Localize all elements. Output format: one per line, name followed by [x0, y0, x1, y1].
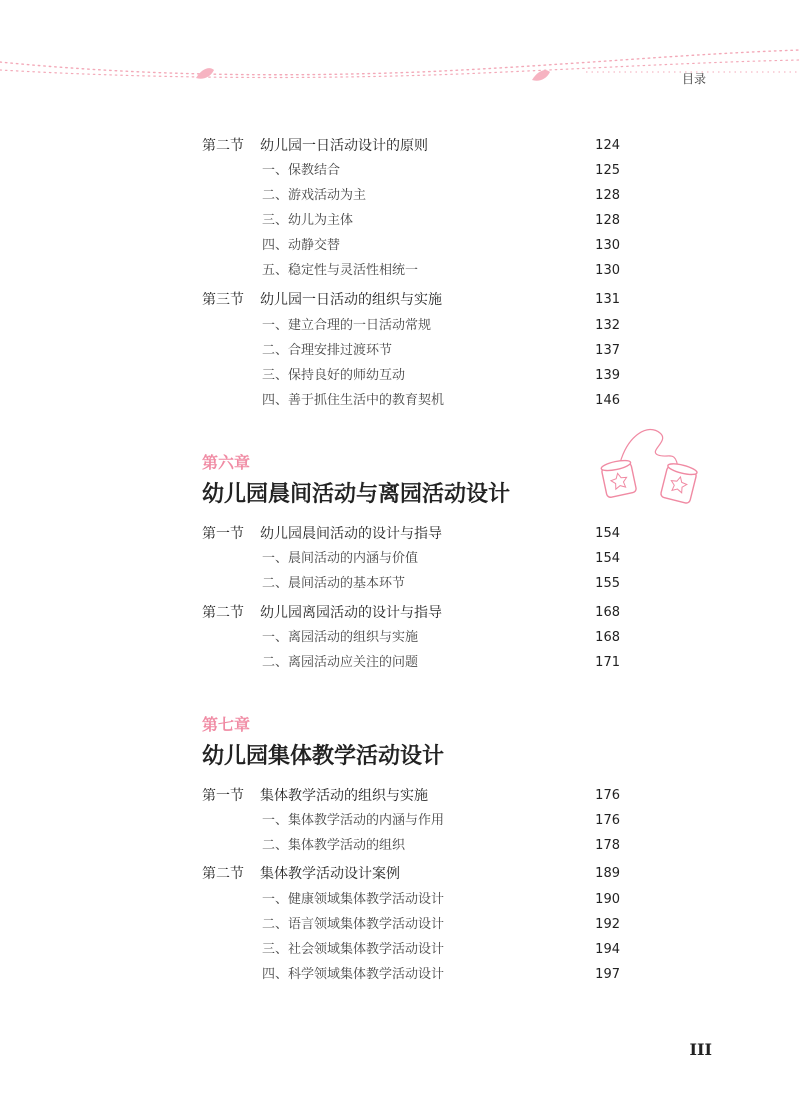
toc-section-row: [0, 289, 800, 311]
page-number: 137: [595, 343, 620, 358]
subsection-title: 一、晨间活动的内涵与价值: [262, 551, 419, 566]
page-number: 132: [595, 318, 620, 333]
toc-subsection-row: [0, 652, 800, 674]
toc-subsection-row: [0, 185, 800, 207]
toc-subsection-row: [0, 914, 800, 936]
page-number: 194: [595, 942, 620, 957]
subsection-title: 五、稳定性与灵活性相统一: [262, 263, 419, 278]
subsection-title: 一、保教结合: [262, 163, 341, 178]
toc-subsection-row: [0, 315, 800, 337]
section-label: 第一节: [202, 526, 244, 542]
page-number: 125: [595, 163, 620, 178]
section-label: 第二节: [202, 138, 244, 154]
page-number: 192: [595, 917, 620, 932]
section-title: 集体教学活动设计案例: [260, 866, 400, 882]
section-label: 第三节: [202, 292, 244, 308]
toc-subsection-row: [0, 160, 800, 182]
toc-subsection-row: [0, 889, 800, 911]
chapter-6-title: 幼儿园晨间活动与离园活动设计: [202, 482, 511, 507]
toc-section-row: [0, 863, 800, 885]
page-number: 124: [595, 138, 620, 153]
subsection-title: 一、健康领域集体教学活动设计: [262, 892, 445, 907]
subsection-title: 一、离园活动的组织与实施: [262, 630, 419, 645]
toc-subsection-row: [0, 939, 800, 961]
toc-subsection-row: [0, 573, 800, 595]
toc-subsection-row: [0, 340, 800, 362]
page-number: 197: [595, 967, 620, 982]
section-title: 幼儿园一日活动的组织与实施: [260, 292, 442, 308]
chapter-6-label: 第六章: [202, 453, 251, 472]
toc-subsection-row: [0, 365, 800, 387]
toc-subsection-row: [0, 810, 800, 832]
toc-subsection-row: [0, 835, 800, 857]
section-title: 集体教学活动的组织与实施: [260, 788, 428, 804]
chapter-7-title: 幼儿园集体教学活动设计: [202, 744, 445, 769]
subsection-title: 一、集体教学活动的内涵与作用: [262, 813, 445, 828]
subsection-title: 三、保持良好的师幼互动: [262, 368, 406, 383]
subsection-title: 四、动静交替: [262, 238, 341, 253]
page-number: 176: [595, 813, 620, 828]
page-number: 176: [595, 788, 620, 803]
subsection-title: 二、晨间活动的基本环节: [262, 576, 406, 591]
section-label: 第二节: [202, 866, 244, 882]
toc-section-row: [0, 135, 800, 157]
page-number: 130: [595, 238, 620, 253]
page-folio: III: [689, 1040, 712, 1059]
toc-section-row: [0, 602, 800, 624]
subsection-title: 二、合理安排过渡环节: [262, 343, 393, 358]
section-title: 幼儿园一日活动设计的原则: [260, 138, 428, 154]
section-label: 第二节: [202, 605, 244, 621]
chapter-7-label: 第七章: [202, 715, 251, 734]
page-number: 189: [595, 866, 620, 881]
toc-subsection-row: [0, 260, 800, 282]
page-number: 168: [595, 630, 620, 645]
page-number: 146: [595, 393, 620, 408]
toc-subsection-row: [0, 210, 800, 232]
subsection-title: 四、善于抓住生活中的教育契机: [262, 393, 445, 408]
page-number: 168: [595, 605, 620, 620]
page-number: 139: [595, 368, 620, 383]
tin-can-phone-icon: [598, 425, 708, 510]
toc-subsection-row: [0, 627, 800, 649]
page-number: 190: [595, 892, 620, 907]
page-number: 131: [595, 292, 620, 307]
page-number: 154: [595, 551, 620, 566]
header-title: 目录: [681, 72, 706, 86]
subsection-title: 二、游戏活动为主: [262, 188, 367, 203]
subsection-title: 三、幼儿为主体: [262, 213, 354, 228]
toc-section-row: [0, 523, 800, 545]
subsection-title: 四、科学领域集体教学活动设计: [262, 967, 445, 982]
subsection-title: 二、集体教学活动的组织: [262, 838, 406, 853]
subsection-title: 二、离园活动应关注的问题: [262, 655, 419, 670]
header-decoration: [0, 40, 800, 100]
section-title: 幼儿园离园活动的设计与指导: [260, 605, 442, 621]
page-number: 155: [595, 576, 620, 591]
section-title: 幼儿园晨间活动的设计与指导: [260, 526, 442, 542]
section-label: 第一节: [202, 788, 244, 804]
toc-section-row: [0, 785, 800, 807]
page-number: 130: [595, 263, 620, 278]
toc-subsection-row: [0, 548, 800, 570]
page-number: 128: [595, 213, 620, 228]
subsection-title: 三、社会领域集体教学活动设计: [262, 942, 445, 957]
toc-subsection-row: [0, 964, 800, 986]
page-number: 171: [595, 655, 620, 670]
toc-subsection-row: [0, 390, 800, 412]
page-number: 128: [595, 188, 620, 203]
page-number: 178: [595, 838, 620, 853]
subsection-title: 一、建立合理的一日活动常规: [262, 318, 432, 333]
page-number: 154: [595, 526, 620, 541]
leaf-icon: [532, 70, 550, 81]
toc-subsection-row: [0, 235, 800, 257]
subsection-title: 二、语言领域集体教学活动设计: [262, 917, 445, 932]
